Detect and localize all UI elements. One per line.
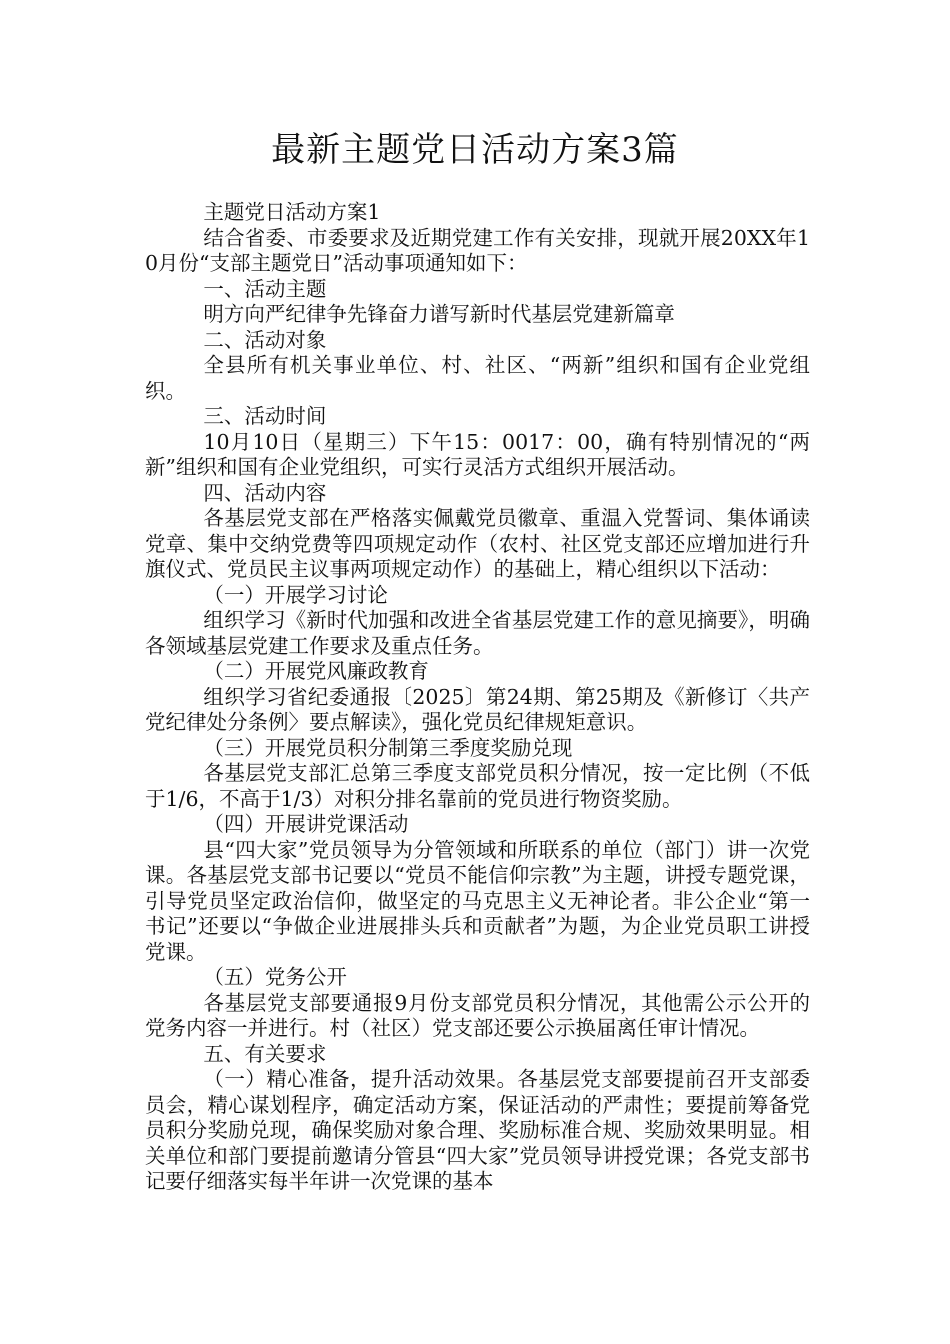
document-body <box>145 200 810 1195</box>
subsection-heading: （三）开展党员积分制第三季度奖励兑现 <box>203 735 573 760</box>
paragraph: 组织学习《新时代加强和改进全省基层党建工作的意见摘要》，明确各领域基层党建工作要求及重点任务。 <box>145 608 810 658</box>
paragraph: 各基层党支部汇总第三季度支部党员积分情况，按一定比例（不低于1/6，不高于1/3）对积分排名靠前的党员进行物资奖励。 <box>145 761 810 811</box>
section-heading: 二、活动对象 <box>203 327 327 352</box>
section-heading: 五、有关要求 <box>203 1041 327 1066</box>
subsection-heading: （四）开展讲党课活动 <box>203 812 409 836</box>
paragraph: 县“四大家”党员领导为分管领域和所联系的单位（部门）讲一次党课。各基层党支部书记要以“党员不能信仰宗教”为主题，讲授专题党课，引导党员坚定政治信仰，做坚定的马克思主义无神论者。非公企业“第一书记”还要以“争做企业进展排头兵和贡献者”为题，为企业党员职工讲授党课。 <box>145 837 810 964</box>
paragraph: 各基层党支部在严格落实佩戴党员徽章、重温入党誓词、集体诵读党章、集中交纳党费等四项规定动作（农村、社区党支部还应增加进行升旗仪式、党员民主议事两项规定动作）的基础上，精心组织以下活动： <box>145 506 810 581</box>
paragraph: 全县所有机关事业单位、村、社区、“两新”组织和国有企业党组织。 <box>145 353 810 403</box>
section-heading: 三、活动时间 <box>203 404 327 428</box>
paragraph: 组织学习省纪委通报〔2025〕第24期、第25期及《新修订〈共产党纪律处分条例〉要点解读》，强化党员纪律规矩意识。 <box>145 684 810 734</box>
paragraph: 明方向严纪律争先锋奋力谱写新时代基层党建新篇章 <box>203 302 675 326</box>
paragraph: （一）精心准备，提升活动效果。各基层党支部要提前召开支部委员会，精心谋划程序，确定活动方案，保证活动的严肃性；要提前筹备党员积分奖励兑现，确保奖励对象合理、奖励标准合规、奖励效果明显。相关单位和部门要提前邀请分管县“四大家”党员领导讲授党课；各党支部书记要仔细落实每半年讲一次党课的基本 <box>145 1067 810 1193</box>
document-title: 最新主题党日活动方案3篇 <box>271 130 679 170</box>
subsection-heading: （一）开展学习讨论 <box>203 582 388 607</box>
paragraph: 10月10日（星期三）下午15：0017：00，确有特别情况的“两新”组织和国有企业党组织，可实行灵活方式组织开展活动。 <box>145 429 810 479</box>
subsection-heading: （二）开展党风廉政教育 <box>203 659 429 683</box>
section-heading: 四、活动内容 <box>203 480 327 505</box>
section-heading: 一、活动主题 <box>203 276 327 301</box>
paragraph: 结合省委、市委要求及近期党建工作有关安排，现就开展20XX年10月份“支部主题党日”活动事项通知如下： <box>145 225 810 275</box>
subsection-heading: （五）党务公开 <box>203 965 347 989</box>
paragraph: 主题党日活动方案1 <box>203 200 381 224</box>
paragraph: 各基层党支部要通报9月份支部党员积分情况，其他需公示公开的党务内容一并进行。村（社区）党支部还要公示换届离任审计情况。 <box>145 990 810 1040</box>
